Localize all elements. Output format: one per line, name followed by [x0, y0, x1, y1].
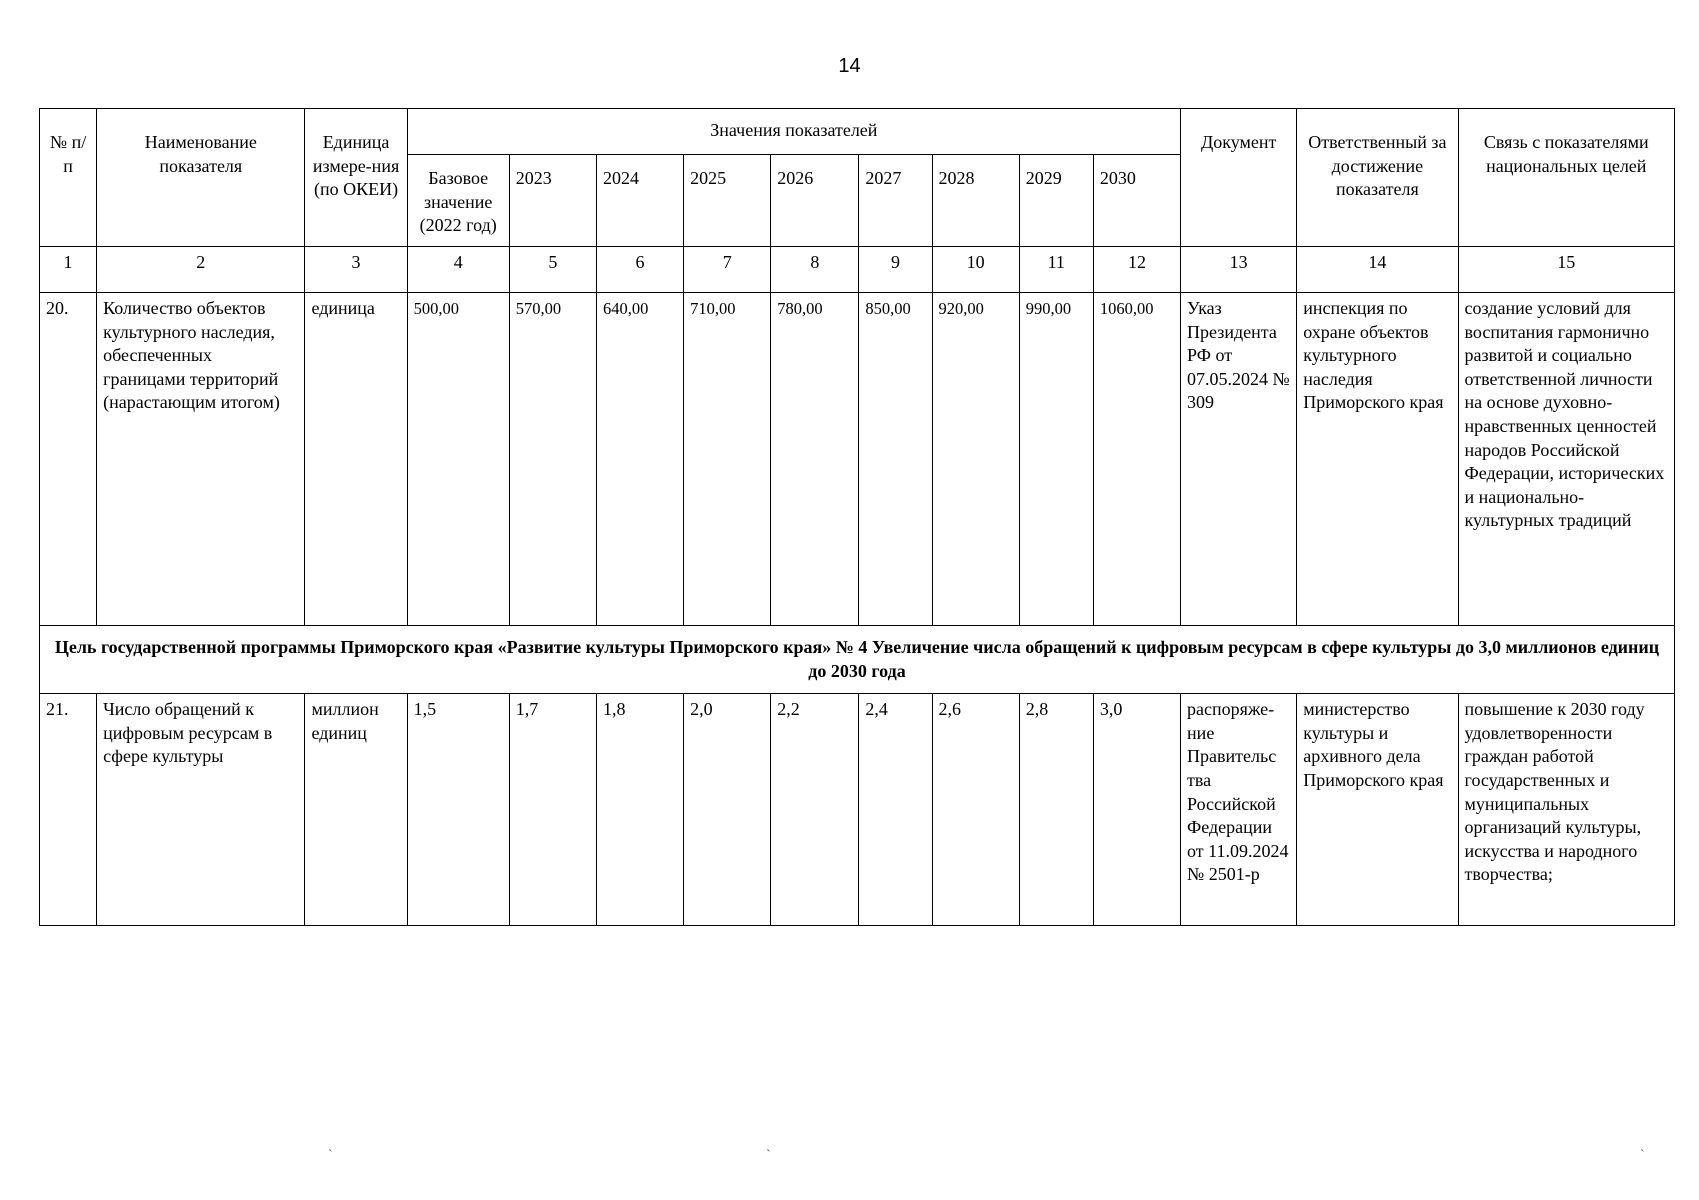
column-number: 8: [771, 247, 859, 293]
year-value: 1060,00: [1093, 293, 1180, 626]
column-number: 15: [1458, 247, 1674, 293]
year-value: 570,00: [509, 293, 596, 626]
column-number: 6: [596, 247, 683, 293]
indicator-name: Число обращений к цифровым ресурсам в сфере культуры: [97, 694, 305, 926]
year-value: 1,8: [596, 694, 683, 926]
indicators-table: [39, 108, 1675, 926]
indicator-name: Количество объектов культурного наследия, обеспеченных границами территорий (нарастающим итогом): [97, 293, 305, 626]
header-year: 2026: [771, 155, 859, 247]
row-number: 21.: [40, 694, 97, 926]
responsible-cell: министерство культуры и архивного дела Приморского края: [1297, 694, 1458, 926]
year-value: 2,2: [771, 694, 859, 926]
year-value: 2,8: [1019, 694, 1093, 926]
column-number: 3: [305, 247, 407, 293]
year-value: 780,00: [771, 293, 859, 626]
table-row-20: [40, 293, 1675, 626]
header-num: № п/п: [40, 109, 97, 247]
header-link: Связь с показателями национальных целей: [1458, 109, 1674, 247]
column-number: 2: [97, 247, 305, 293]
header-year: 2029: [1019, 155, 1093, 247]
column-number: 5: [509, 247, 596, 293]
column-number: 12: [1093, 247, 1180, 293]
responsible-cell: инспекция по охране объектов культурного наследия Приморского края: [1297, 293, 1458, 626]
header-year: 2030: [1093, 155, 1180, 247]
national-goal-link: повышение к 2030 году удовлетворенности граждан работой государственных и муниципальных организаций культуры, искусства и народного творчества;: [1458, 694, 1674, 926]
year-value: 2,0: [684, 694, 771, 926]
year-value: 1,7: [509, 694, 596, 926]
goal-row: [40, 626, 1675, 694]
header-year: 2023: [509, 155, 596, 247]
year-value: 990,00: [1019, 293, 1093, 626]
column-number: 14: [1297, 247, 1458, 293]
scan-speck: ˋ: [1640, 1148, 1645, 1163]
column-number: 7: [684, 247, 771, 293]
column-number-row: [40, 247, 1675, 293]
header-unit: Единица измере-ния (по ОКЕИ): [305, 109, 407, 247]
header-document: Документ: [1181, 109, 1297, 247]
year-value: 850,00: [859, 293, 932, 626]
header-year: 2025: [684, 155, 771, 247]
header-base: Базовое значение (2022 год): [407, 155, 509, 247]
year-value: 2,4: [859, 694, 932, 926]
table-row-21: [40, 694, 1675, 926]
column-number: 1: [40, 247, 97, 293]
column-number: 10: [932, 247, 1019, 293]
base-value: 500,00: [407, 293, 509, 626]
year-value: 640,00: [596, 293, 683, 626]
scan-speck: ˋ: [766, 1148, 771, 1163]
year-value: 710,00: [684, 293, 771, 626]
document-cell: распоряже-ние Правительс тва Российской Федерации от 11.09.2024 № 2501-р: [1181, 694, 1297, 926]
header-name: Наименование показателя: [97, 109, 305, 247]
column-number: 4: [407, 247, 509, 293]
column-number: 13: [1181, 247, 1297, 293]
header-year: 2024: [596, 155, 683, 247]
page-number: 14: [838, 55, 861, 77]
header-year: 2027: [859, 155, 932, 247]
document-cell: Указ Президента РФ от 07.05.2024 № 309: [1181, 293, 1297, 626]
year-value: 2,6: [932, 694, 1019, 926]
base-value: 1,5: [407, 694, 509, 926]
year-value: 3,0: [1093, 694, 1180, 926]
column-number: 9: [859, 247, 932, 293]
scan-speck: ˋ: [328, 1148, 333, 1163]
header-year: 2028: [932, 155, 1019, 247]
header-responsible: Ответственный за достижение показателя: [1297, 109, 1458, 247]
year-value: 920,00: [932, 293, 1019, 626]
header-values: Значения показателей: [407, 109, 1180, 155]
column-number: 11: [1019, 247, 1093, 293]
unit-cell: единица: [305, 293, 407, 626]
unit-cell: миллион единиц: [305, 694, 407, 926]
row-number: 20.: [40, 293, 97, 626]
header-row: [40, 109, 1675, 155]
program-goal: Цель государственной программы Приморского края «Развитие культуры Приморского края» № 4 Увеличение числа обращений к цифровым ресурсам в сфере культуры до 3,0 миллионов единиц до 2030 года: [40, 626, 1675, 694]
national-goal-link: создание условий для воспитания гармонично развитой и социально ответственной личности на основе духовно-нравственных ценностей народов Российской Федерации, исторических и национально-культурных традиций: [1458, 293, 1674, 626]
